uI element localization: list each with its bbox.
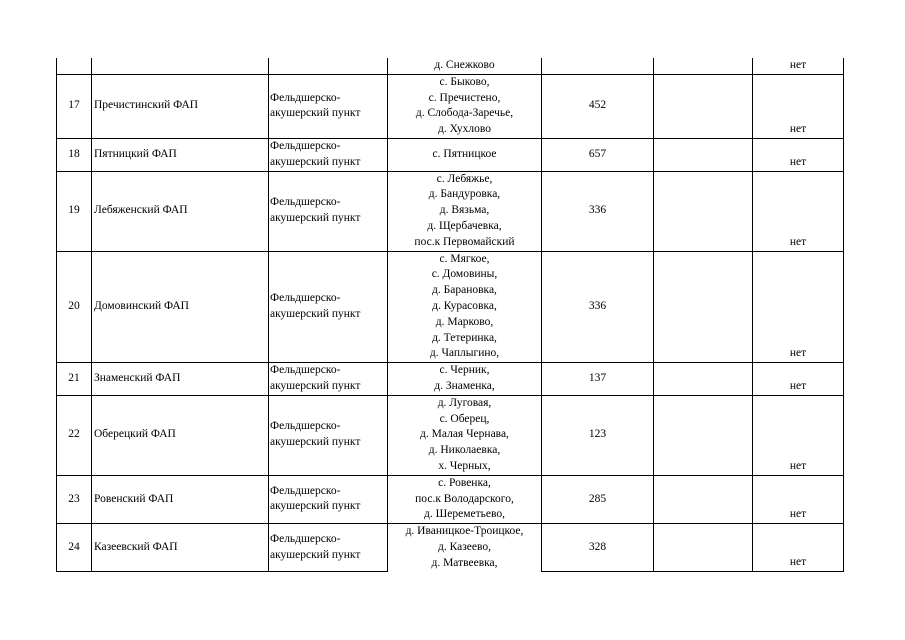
population-cell: 336 — [542, 171, 654, 251]
table-row — [57, 524, 844, 572]
settlements-cell — [388, 475, 542, 523]
settlement-line: с. Оберец, — [439, 412, 490, 425]
empty-cell — [654, 475, 753, 523]
empty-cell — [654, 524, 753, 572]
population-cell: 123 — [542, 395, 654, 475]
row-number: 24 — [57, 524, 92, 572]
facility-name: Казеевский ФАП — [92, 524, 269, 572]
row-number: 20 — [57, 251, 92, 363]
settlement-line: д. Малая Чернава, — [420, 428, 509, 441]
row-number: 17 — [57, 74, 92, 138]
settlement-line: с. Мягкое, — [439, 252, 490, 265]
note-cell: нет — [753, 74, 844, 138]
settlement-line: д. Иваницкое-Троицкое, — [405, 525, 524, 538]
settlements-cell — [388, 58, 542, 74]
population-cell: 336 — [542, 251, 654, 363]
population-cell: 328 — [542, 524, 654, 572]
facility-type — [269, 58, 388, 74]
settlement-line: д. Слобода-Заречье, — [415, 107, 514, 120]
settlement-line: д. Снежково — [434, 59, 495, 71]
population-cell — [542, 58, 654, 74]
facility-name: Оберецкий ФАП — [92, 395, 269, 475]
settlement-line: д. Тетеринка, — [432, 331, 497, 344]
row-number: 21 — [57, 363, 92, 396]
table-row-continuation — [57, 58, 844, 74]
settlement-line: с. Черник, — [439, 364, 490, 377]
settlements-cell — [388, 363, 542, 396]
table-row — [57, 171, 844, 251]
settlement-line: д. Барановка, — [432, 284, 497, 297]
facility-type: Фельдшерско-акушерский пункт — [269, 475, 388, 523]
facility-name: Пятницкий ФАП — [92, 138, 269, 171]
settlements-cell — [388, 138, 542, 171]
settlement-line: д. Щербачевка, — [427, 219, 502, 232]
row-number: 19 — [57, 171, 92, 251]
table-body — [57, 58, 844, 572]
settlement-line: д. Матвеевка, — [431, 556, 498, 569]
note-cell: нет — [753, 524, 844, 572]
note-cell: нет — [753, 475, 844, 523]
table-row — [57, 138, 844, 171]
settlement-line: д. Бандуровка, — [428, 188, 501, 201]
facility-type: Фельдшерско-акушерский пункт — [269, 363, 388, 396]
settlement-line: с. Домовины, — [431, 268, 498, 281]
settlement-line: х. Черных, — [438, 459, 491, 472]
settlement-line: с. Пречистено, — [428, 91, 501, 104]
table-row — [57, 251, 844, 363]
population-cell: 137 — [542, 363, 654, 396]
empty-cell — [654, 58, 753, 74]
note-cell: нет — [753, 251, 844, 363]
facility-type: Фельдшерско-акушерский пункт — [269, 138, 388, 171]
empty-cell — [654, 74, 753, 138]
settlements-cell — [388, 524, 542, 572]
facility-name: Ровенский ФАП — [92, 475, 269, 523]
facility-type: Фельдшерско-акушерский пункт — [269, 524, 388, 572]
settlement-line: с. Быково, — [439, 75, 490, 88]
settlement-line: с. Лебяжье, — [436, 172, 493, 185]
facility-name: Знаменский ФАП — [92, 363, 269, 396]
settlement-line: пос.к Володарского, — [415, 492, 514, 505]
row-number: 18 — [57, 138, 92, 171]
settlement-line: д. Курасовка, — [432, 299, 497, 312]
facility-name: Лебяженский ФАП — [92, 171, 269, 251]
settlement-line: д. Казеево, — [438, 540, 491, 553]
facility-name: Пречистинский ФАП — [92, 74, 269, 138]
table-row — [57, 363, 844, 396]
settlement-line: с. Пятницкое — [432, 147, 497, 160]
settlement-line: д. Шереметьево, — [424, 508, 505, 521]
settlement-line: д. Хухлово — [438, 123, 491, 136]
settlements-cell — [388, 74, 542, 138]
settlement-line: д. Чаплыгино, — [429, 347, 500, 360]
population-cell: 285 — [542, 475, 654, 523]
empty-cell — [654, 395, 753, 475]
population-cell: 452 — [542, 74, 654, 138]
row-number: 22 — [57, 395, 92, 475]
settlement-line: д. Марково, — [435, 315, 494, 328]
empty-cell — [654, 251, 753, 363]
empty-cell — [654, 171, 753, 251]
population-cell: 657 — [542, 138, 654, 171]
note-cell: нет — [753, 395, 844, 475]
settlement-line: пос.к Первомайский — [414, 235, 515, 248]
row-number: 23 — [57, 475, 92, 523]
table-row — [57, 74, 844, 138]
note-cell: нет — [753, 138, 844, 171]
note-cell: нет — [753, 58, 844, 74]
settlement-line: д. Луговая, — [437, 396, 492, 409]
facility-type: Фельдшерско-акушерский пункт — [269, 251, 388, 363]
table-row — [57, 475, 844, 523]
facility-type: Фельдшерско-акушерский пункт — [269, 74, 388, 138]
empty-cell — [654, 363, 753, 396]
facility-name — [92, 58, 269, 74]
settlements-cell — [388, 395, 542, 475]
settlement-line: с. Ровенка, — [438, 476, 491, 489]
facility-type: Фельдшерско-акушерский пункт — [269, 171, 388, 251]
empty-cell — [654, 138, 753, 171]
facility-type: Фельдшерско-акушерский пункт — [269, 395, 388, 475]
facility-name: Домовинский ФАП — [92, 251, 269, 363]
settlement-line: д. Вязьма, — [439, 204, 490, 217]
settlements-cell — [388, 251, 542, 363]
table-row — [57, 395, 844, 475]
note-cell: нет — [753, 171, 844, 251]
row-number — [57, 58, 92, 74]
settlements-cell — [388, 171, 542, 251]
settlement-line: д. Знаменка, — [434, 379, 495, 392]
note-cell: нет — [753, 363, 844, 396]
facilities-table — [56, 58, 844, 572]
settlement-line: д. Николаевка, — [428, 444, 501, 457]
